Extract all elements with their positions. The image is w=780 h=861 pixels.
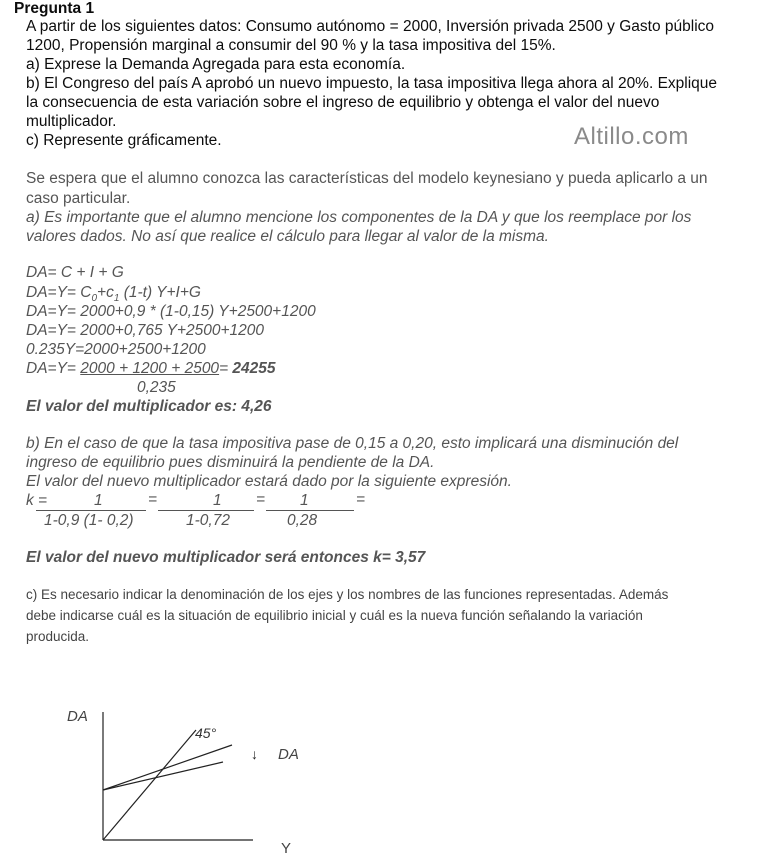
k-equals-3: =	[356, 491, 366, 508]
k-denominator-1: 1-0,9 (1- 0,2)	[44, 512, 134, 529]
answer-b-line-1: b) En el caso de que la tasa impositiva pase de 0,15 a 0,20, esto implicará una disminución del	[26, 435, 679, 452]
new-multiplier-result: El valor del nuevo multiplicador será entonces k= 3,57	[26, 549, 426, 566]
answer-a-line-1: a) Es importante que el alumno mencione los componentes de la DA y que los reemplace por los	[26, 209, 692, 226]
k-equals-1: =	[148, 491, 158, 508]
answer-b-line-2: ingreso de equilibrio pues disminuirá la pendiente de la DA.	[26, 454, 435, 471]
equation-da-substituted: DA=Y= 2000+0,9 * (1-0,15) Y+2500+1200	[26, 303, 316, 320]
da-curve-label: DA	[278, 746, 299, 763]
k-denominator-2: 1-0,72	[186, 512, 230, 529]
answer-a-line-2: valores dados. No así que realice el cálculo para llegar al valor de la misma.	[26, 228, 549, 245]
arrow-down-icon: ↓	[251, 746, 258, 762]
answer-expectation-line-1: Se espera que el alumno conozca las características del modelo keynesiano y pueda aplicarlo a un	[26, 170, 708, 187]
multiplier-result: El valor del multiplicador es: 4,26	[26, 398, 272, 415]
k-equals-2: =	[256, 491, 266, 508]
keynesian-cross-graph	[0, 690, 400, 861]
da-line-initial	[103, 745, 232, 790]
angle-label: 45°	[195, 725, 217, 741]
equation-isolated: 0.235Y=2000+2500+1200	[26, 341, 206, 358]
equation-da-formula: $DA=Y= C_0+c_1$ (1-t) Y+I+G	[26, 284, 201, 305]
question-part-c: c) Represente gráficamente.	[26, 132, 222, 149]
x-axis-label: Y	[281, 840, 292, 857]
answer-c-line-1: c) Es necesario indicar la denominación de los ejes y los nombres de las funciones representadas. Además	[26, 587, 669, 602]
question-part-b-line-1: b) El Congreso del país A aprobó un nuevo impuesto, la tasa impositiva llega ahora al 20%. Explique	[26, 75, 718, 92]
k-numerator-2: 1	[213, 492, 222, 509]
question-title: Pregunta 1	[14, 0, 95, 17]
question-intro-line-2: 1200, Propensión marginal a consumir del 90 % y la tasa impositiva del 15%.	[26, 37, 556, 54]
answer-c-line-2: debe indicarse cuál es la situación de equilibrio inicial y cuál es la nueva función señalando la variación	[26, 608, 643, 623]
equation-da-components: DA= C + I + G	[26, 264, 124, 281]
question-part-a: a) Exprese la Demanda Agregada para esta economía.	[26, 56, 406, 73]
question-part-b-line-2: la consecuencia de esta variación sobre el ingreso de equilibrio y obtenga el valor del nuevo	[26, 94, 660, 111]
y-axis-label: DA	[67, 708, 88, 725]
question-part-b-line-3: multiplicador.	[26, 113, 117, 130]
answer-expectation-line-2: caso particular.	[26, 190, 131, 207]
equation-equilibrium-result: DA=Y= 2000 + 1200 + 2500= 24255	[26, 360, 276, 377]
equation-equilibrium-denominator: 0,235	[137, 379, 176, 396]
question-intro-line-1: A partir de los siguientes datos: Consumo autónomo = 2000, Inversión privada 2500 y Gasto público	[26, 18, 715, 35]
k-numerator-3: 1	[300, 492, 309, 509]
equation-da-simplified: DA=Y= 2000+0,765 Y+2500+1200	[26, 322, 265, 339]
k-denominator-3: 0,28	[287, 512, 318, 529]
answer-c-line-3: producida.	[26, 629, 90, 644]
k-numerator-1: 1	[94, 492, 103, 509]
altillo-watermark: Altillo.com	[574, 123, 689, 150]
k-label: k =	[26, 492, 48, 509]
answer-b-line-3: El valor del nuevo multiplicador estará dado por la siguiente expresión.	[26, 473, 512, 490]
da-line-new	[103, 762, 223, 790]
